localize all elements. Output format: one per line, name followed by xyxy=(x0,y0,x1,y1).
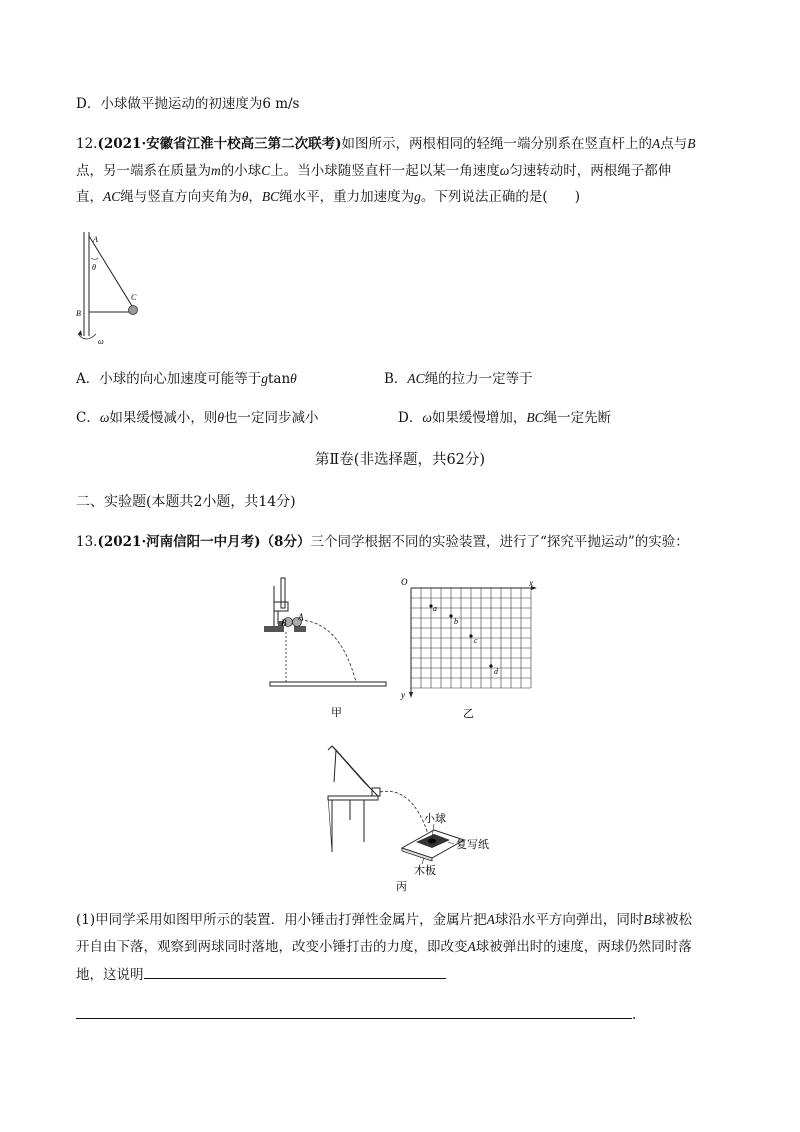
fig-yi-x: x xyxy=(529,578,533,588)
q12-number: 12. xyxy=(76,136,98,152)
q12-option-d xyxy=(398,408,611,428)
q12-var-B: B xyxy=(687,136,696,151)
section-heading: 二、实验题(本题共2小题，共14分) xyxy=(76,494,296,510)
q12-var-omega: ω xyxy=(499,163,510,178)
q12-var-C: C xyxy=(261,163,271,178)
q12-stem-line3 xyxy=(76,187,580,207)
q12-source: (2021·安徽省江淮十校高三第二次联考) xyxy=(97,136,342,152)
fig-bing-board-label: 木板 xyxy=(414,865,436,877)
q12-stem-text: 绳水平，重力加速度为 xyxy=(279,189,415,205)
q11-option-d: D．小球做平抛运动的初速度为6 m/s xyxy=(76,96,300,112)
q12-stem-text: 绳与竖直方向夹角为 xyxy=(120,189,242,205)
option-text: 如果缓慢减小，则 xyxy=(109,410,218,426)
fig-bing-ball-label: 小球 xyxy=(424,813,446,825)
q12-var-theta: θ xyxy=(241,189,249,204)
q13-number: 13. xyxy=(76,534,98,550)
q13-text: 球沿水平方向弹出，同时 xyxy=(494,912,644,928)
q13-part1-line2 xyxy=(76,937,692,957)
fig-jia-caption: 甲 xyxy=(331,707,342,719)
q13-text: (1)甲同学采用如图甲所示的装置．用小锤击打弹性金属片，金属片把 xyxy=(76,912,487,928)
q12-var-BC: BC xyxy=(261,189,280,204)
option-var: θ xyxy=(217,410,225,425)
q13-part1-line3 xyxy=(76,964,446,985)
fig-bing-paper-label: 复写纸 xyxy=(456,839,489,851)
q12-stem-line1 xyxy=(76,134,696,154)
q13-stem xyxy=(76,532,689,552)
q12-stem-text: 上。当小球随竖直杆一起以某一角速度 xyxy=(270,163,500,179)
fig-yi-caption: 乙 xyxy=(463,708,474,720)
answer-blank[interactable] xyxy=(144,964,446,979)
option-text: D． xyxy=(398,410,423,426)
option-var: θ xyxy=(290,371,297,386)
q12-stem-text: 点与 xyxy=(660,136,688,152)
q12-stem-text: 直， xyxy=(76,189,103,205)
q13-figure-bing xyxy=(322,742,522,892)
fig-label-omega: ω xyxy=(98,337,104,346)
q13-part1-line1 xyxy=(76,910,692,930)
q12-var-g: g xyxy=(414,189,421,204)
q13-text: 地，这说明 xyxy=(76,967,144,983)
q12-pole-figure xyxy=(76,226,156,352)
q13-score: （8分） xyxy=(260,534,311,550)
answer-blank[interactable] xyxy=(76,1004,632,1019)
option-text: 绳一定先断 xyxy=(543,410,612,426)
fig-label-A: A xyxy=(93,235,98,244)
fig-jia-B: B xyxy=(281,618,287,628)
fig-yi-d: d xyxy=(494,667,498,676)
option-var: AC xyxy=(407,371,425,386)
option-var: ω xyxy=(422,410,432,425)
q12-var-m: m xyxy=(211,163,221,178)
q13-var-A: A xyxy=(467,939,476,954)
fig-yi-a: a xyxy=(433,604,437,613)
q12-option-c xyxy=(76,408,319,428)
q13-figure-yi xyxy=(397,576,539,726)
q12-stem-text: 匀速转动时，两根绳子都伸 xyxy=(509,163,672,179)
q13-figure-jia xyxy=(262,576,394,724)
fig-label-theta: θ xyxy=(92,263,96,272)
q12-stem-text: 如图所示，两根相同的轻绳一端分别系在竖直杆上的 xyxy=(341,136,653,152)
q13-text: 开自由下落，观察到两球同时落地，改变小锤打击的力度，即改变 xyxy=(76,939,468,955)
q13-text: 球被弹出时的速度，两球仍然同时落 xyxy=(475,939,692,955)
option-text: A．小球的向心加速度可能等于 xyxy=(76,371,262,387)
fig-yi-c: c xyxy=(474,636,478,645)
q12-stem-text: 的小球 xyxy=(220,163,262,179)
option-var: g xyxy=(261,371,268,386)
option-text: B． xyxy=(384,371,408,387)
fig-bing-caption: 丙 xyxy=(396,881,407,892)
q13-part1-line4 xyxy=(76,1004,636,1025)
fig-label-B: B xyxy=(76,309,81,318)
fig-jia-A: A xyxy=(298,612,304,622)
fig-yi-b: b xyxy=(454,617,458,626)
part2-heading: 第Ⅱ卷(非选择题，共62分) xyxy=(314,452,486,468)
fig-label-C: C xyxy=(131,293,137,302)
q13-text: . xyxy=(632,1007,637,1023)
q12-option-b xyxy=(384,369,533,389)
option-text: tan xyxy=(268,371,291,387)
q12-option-a xyxy=(76,369,297,389)
q12-stem-text: ， xyxy=(248,189,262,205)
option-var: BC xyxy=(526,410,544,425)
option-var: ω xyxy=(99,410,110,425)
fig-yi-O: O xyxy=(401,577,408,587)
q13-source: (2021·河南信阳一中月考) xyxy=(97,534,261,550)
q12-var-A: A xyxy=(652,136,661,151)
q12-stem-text: 点，另一端系在质量为 xyxy=(76,163,211,179)
fig-yi-y: y xyxy=(401,690,405,700)
q13-text: 球被松 xyxy=(651,912,693,928)
option-text: 绳的拉力一定等于 xyxy=(424,371,533,387)
q13-var-B: B xyxy=(643,912,652,927)
option-text: C． xyxy=(76,410,100,426)
q12-stem-line2 xyxy=(76,161,671,181)
q12-var-AC: AC xyxy=(103,189,121,204)
option-text: 也一定同步减小 xyxy=(224,410,319,426)
q13-stem-text: 三个同学根据不同的实验装置，进行了“探究平抛运动”的实验： xyxy=(310,534,689,550)
q13-var-A: A xyxy=(486,912,495,927)
option-text: 如果缓慢增加， xyxy=(431,410,527,426)
q12-stem-text: 。下列说法正确的是( ) xyxy=(420,189,580,205)
